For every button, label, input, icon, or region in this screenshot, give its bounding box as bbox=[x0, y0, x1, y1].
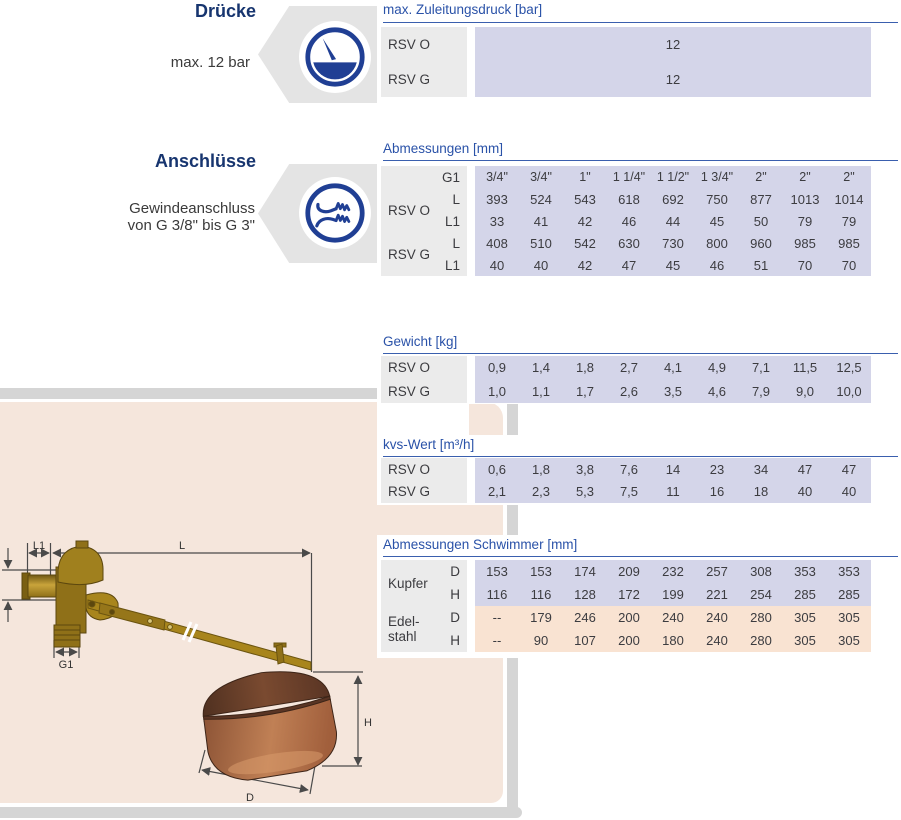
table-cell: 280 bbox=[750, 610, 772, 625]
table-cell: 47 bbox=[797, 461, 813, 477]
table-cell: 2" bbox=[843, 170, 855, 184]
table-cell: 70 bbox=[841, 257, 857, 273]
table-cell: 240 bbox=[662, 610, 684, 625]
label-column bbox=[381, 458, 467, 503]
data-block bbox=[475, 27, 871, 97]
heading-rule bbox=[383, 556, 898, 557]
table-cell: 42 bbox=[577, 257, 593, 273]
row-label: RSV O bbox=[388, 461, 431, 477]
table-row bbox=[475, 210, 871, 232]
dim-label-d: D bbox=[246, 792, 254, 803]
table-row bbox=[475, 583, 871, 606]
anschluesse-subtitle bbox=[0, 200, 255, 234]
table-cell: 33 bbox=[489, 213, 505, 229]
table-cell: 200 bbox=[618, 610, 640, 625]
row-sublabel: L bbox=[452, 191, 460, 207]
table-cell: 692 bbox=[662, 191, 684, 207]
table-cell: 232 bbox=[662, 564, 684, 579]
table-cell: 285 bbox=[794, 587, 816, 602]
row-label: RSV G bbox=[388, 484, 431, 499]
table-cell: 51 bbox=[753, 257, 769, 273]
table-cell: 7,9 bbox=[751, 383, 771, 399]
row-label-line2: stahl bbox=[388, 629, 417, 644]
table-cell: 209 bbox=[618, 564, 640, 579]
table-cell: 305 bbox=[794, 610, 816, 625]
table-heading: max. Zuleitungsdruck [bar] bbox=[383, 2, 543, 17]
row-label: RSV O bbox=[388, 37, 431, 52]
table-cell: 50 bbox=[753, 213, 769, 229]
table-cell: 800 bbox=[706, 235, 728, 251]
table-abmessungen bbox=[377, 138, 901, 280]
table-cell: 2,3 bbox=[531, 484, 551, 499]
table-cell: 618 bbox=[618, 191, 640, 207]
table-cell: 116 bbox=[486, 587, 508, 602]
table-cell: 180 bbox=[662, 633, 684, 648]
table-cell: 16 bbox=[709, 484, 725, 499]
row-label: RSV G bbox=[388, 383, 431, 399]
table-cell: 630 bbox=[618, 235, 640, 251]
table-cell: 9,0 bbox=[795, 383, 815, 399]
table-cell: 7,5 bbox=[619, 484, 639, 499]
table-cell: 3,8 bbox=[575, 461, 595, 477]
row-label-line1: Edel- bbox=[388, 614, 420, 629]
table-cell: 1014 bbox=[834, 191, 864, 207]
row-sublabel: H bbox=[450, 587, 460, 602]
table-cell: 0,9 bbox=[487, 360, 507, 375]
table-cell: 2,1 bbox=[487, 484, 507, 499]
table-row bbox=[475, 606, 871, 629]
table-row bbox=[475, 166, 871, 188]
label-column bbox=[381, 560, 467, 652]
table-cell: 285 bbox=[838, 587, 860, 602]
table-cell: 257 bbox=[706, 564, 728, 579]
table-cell: 4,1 bbox=[663, 360, 683, 375]
row-label: RSV O bbox=[388, 360, 431, 375]
table-cell: 543 bbox=[574, 191, 596, 207]
panel-shadow-bottom bbox=[0, 807, 522, 818]
table-heading: kvs-Wert [m³/h] bbox=[383, 437, 475, 452]
table-cell: 985 bbox=[838, 235, 860, 251]
table-heading: Gewicht [kg] bbox=[383, 334, 458, 349]
table-cell: 45 bbox=[665, 257, 681, 273]
row-sublabel: L1 bbox=[444, 257, 460, 273]
table-cell: 1,8 bbox=[575, 360, 595, 375]
table-cell: 1,4 bbox=[531, 360, 551, 375]
label-column bbox=[381, 356, 467, 403]
table-cell: 4,6 bbox=[707, 383, 727, 399]
table-cell: 7,1 bbox=[751, 360, 771, 375]
table-cell: 877 bbox=[750, 191, 772, 207]
table-cell: 985 bbox=[794, 235, 816, 251]
table-row bbox=[475, 560, 871, 583]
table-cell: 393 bbox=[486, 191, 508, 207]
anschluesse-subtitle-line2: von G 3/8" bis G 3" bbox=[127, 217, 255, 234]
table-cell: 960 bbox=[750, 235, 772, 251]
table-cell: 47 bbox=[841, 461, 857, 477]
table-cell: 46 bbox=[621, 213, 637, 229]
row-label: RSV G bbox=[388, 246, 431, 262]
table-cell: 280 bbox=[750, 633, 772, 648]
table-kvs bbox=[377, 435, 901, 505]
table-cell: -- bbox=[492, 633, 502, 648]
row-sublabel: H bbox=[450, 633, 460, 648]
heading-rule bbox=[383, 22, 898, 23]
table-cell: 40 bbox=[533, 257, 549, 273]
table-cell: 1 1/4" bbox=[612, 170, 646, 184]
table-cell: 308 bbox=[750, 564, 772, 579]
table-cell: 0,6 bbox=[487, 461, 507, 477]
druecke-subtitle: max. 12 bar bbox=[170, 54, 250, 71]
data-block bbox=[475, 356, 871, 403]
dim-label-g1: G1 bbox=[58, 659, 74, 671]
table-cell: 107 bbox=[574, 633, 596, 648]
table-cell: 11,5 bbox=[792, 360, 818, 375]
table-cell: 2" bbox=[799, 170, 811, 184]
data-block-kupfer bbox=[475, 560, 871, 606]
table-cell: 153 bbox=[486, 564, 508, 579]
table-cell: 14 bbox=[665, 461, 681, 477]
table-cell: 3/4" bbox=[530, 170, 552, 184]
table-row bbox=[475, 458, 871, 480]
divider-shadow-top bbox=[0, 388, 377, 399]
row-sublabel: L bbox=[452, 235, 460, 251]
table-cell: 79 bbox=[841, 213, 857, 229]
table-cell: 90 bbox=[533, 633, 549, 648]
table-cell: 2,6 bbox=[619, 383, 639, 399]
table-cell: 240 bbox=[706, 610, 728, 625]
table-cell: 1,1 bbox=[531, 383, 551, 399]
table-schwimmer bbox=[377, 535, 901, 658]
table-cell: 42 bbox=[577, 213, 593, 229]
table-cell: 179 bbox=[530, 610, 552, 625]
table-row bbox=[475, 188, 871, 210]
data-block bbox=[475, 166, 871, 276]
row-sublabel: D bbox=[450, 610, 460, 625]
table-cell: 730 bbox=[662, 235, 684, 251]
table-heading: Abmessungen [mm] bbox=[383, 141, 504, 156]
dim-label-h: H bbox=[364, 717, 372, 729]
row-sublabel: L1 bbox=[444, 213, 460, 229]
table-cell: 18 bbox=[753, 484, 769, 499]
table-cell: 3/4" bbox=[486, 170, 508, 184]
table-cell: 254 bbox=[750, 587, 772, 602]
table-cell: 750 bbox=[706, 191, 728, 207]
gauge-icon bbox=[299, 21, 371, 93]
table-cell: 41 bbox=[533, 213, 549, 229]
data-block bbox=[475, 458, 871, 503]
table-cell: 11 bbox=[666, 484, 680, 499]
table-cell: -- bbox=[492, 610, 502, 625]
table-row bbox=[475, 379, 871, 403]
table-row bbox=[475, 254, 871, 276]
table-row bbox=[475, 480, 871, 503]
table-cell: 1 1/2" bbox=[656, 170, 690, 184]
table-cell: 46 bbox=[709, 257, 725, 273]
table-cell: 70 bbox=[797, 257, 813, 273]
row-label: Kupfer bbox=[388, 575, 428, 591]
label-column bbox=[381, 166, 467, 276]
float-valve-drawing bbox=[0, 535, 380, 803]
table-cell: 5,3 bbox=[575, 484, 595, 499]
table-row bbox=[475, 232, 871, 254]
table-cell: 7,6 bbox=[619, 461, 639, 477]
table-gewicht bbox=[377, 332, 901, 404]
table-zuleitungsdruck bbox=[377, 0, 901, 104]
anschluesse-subtitle-line1: Gewindeanschluss bbox=[129, 200, 255, 217]
label-column-extension bbox=[377, 403, 469, 435]
table-cell: 34 bbox=[753, 461, 769, 477]
table-cell: 353 bbox=[838, 564, 860, 579]
table-row bbox=[475, 356, 871, 379]
table-cell: 1 3/4" bbox=[700, 170, 734, 184]
table-cell: 240 bbox=[706, 633, 728, 648]
row-label: RSV O bbox=[388, 202, 431, 218]
table-cell: 40 bbox=[489, 257, 505, 273]
table-cell: 510 bbox=[530, 235, 552, 251]
table-heading: Abmessungen Schwimmer [mm] bbox=[383, 537, 578, 552]
table-cell: 1,0 bbox=[487, 383, 507, 399]
section-title-anschluesse: Anschlüsse bbox=[154, 151, 256, 171]
table-cell: 3,5 bbox=[663, 383, 683, 399]
table-cell: 45 bbox=[709, 213, 725, 229]
table-cell: 524 bbox=[530, 191, 552, 207]
table-cell: 23 bbox=[709, 461, 725, 477]
row-label bbox=[388, 606, 420, 652]
table-cell: 12 bbox=[665, 37, 681, 52]
dim-label-l: L bbox=[178, 540, 186, 552]
dim-label-l1: L1 bbox=[32, 540, 46, 552]
table-cell: 305 bbox=[794, 633, 816, 648]
table-cell: 1" bbox=[579, 170, 591, 184]
heading-rule bbox=[383, 160, 898, 161]
table-cell: 174 bbox=[574, 564, 596, 579]
table-cell: 153 bbox=[530, 564, 552, 579]
table-cell: 116 bbox=[530, 587, 552, 602]
table-cell: 1013 bbox=[790, 191, 820, 207]
section-title-druecke: Drücke bbox=[194, 1, 256, 21]
table-cell: 305 bbox=[838, 633, 860, 648]
row-label: RSV G bbox=[388, 72, 431, 87]
heading-rule bbox=[383, 353, 898, 354]
table-cell: 1,7 bbox=[575, 383, 595, 399]
table-cell: 1,8 bbox=[531, 461, 551, 477]
table-cell: 4,9 bbox=[707, 360, 727, 375]
thread-connection-icon bbox=[299, 177, 371, 249]
table-cell: 79 bbox=[797, 213, 813, 229]
table-cell: 12,5 bbox=[836, 360, 862, 375]
table-cell: 172 bbox=[618, 587, 640, 602]
label-column bbox=[381, 27, 467, 97]
row-sublabel: D bbox=[450, 564, 460, 579]
table-cell: 353 bbox=[794, 564, 816, 579]
table-cell: 44 bbox=[665, 213, 681, 229]
table-row bbox=[475, 629, 871, 652]
table-cell: 40 bbox=[797, 484, 813, 499]
table-cell: 408 bbox=[486, 235, 508, 251]
table-cell: 200 bbox=[618, 633, 640, 648]
table-cell: 199 bbox=[662, 587, 684, 602]
table-cell: 10,0 bbox=[836, 383, 862, 399]
table-cell: 2,7 bbox=[619, 360, 639, 375]
table-cell: 246 bbox=[574, 610, 596, 625]
table-cell: 542 bbox=[574, 235, 596, 251]
row-label-g1: G1 bbox=[441, 169, 460, 185]
table-cell: 305 bbox=[838, 610, 860, 625]
table-cell: 47 bbox=[621, 257, 637, 273]
data-block-edelstahl bbox=[475, 606, 871, 652]
table-cell: 2" bbox=[755, 170, 767, 184]
table-cell: 40 bbox=[841, 484, 857, 499]
heading-rule bbox=[383, 456, 898, 457]
table-cell: 12 bbox=[665, 72, 681, 87]
table-cell: 221 bbox=[706, 587, 728, 602]
table-cell: 128 bbox=[574, 587, 596, 602]
